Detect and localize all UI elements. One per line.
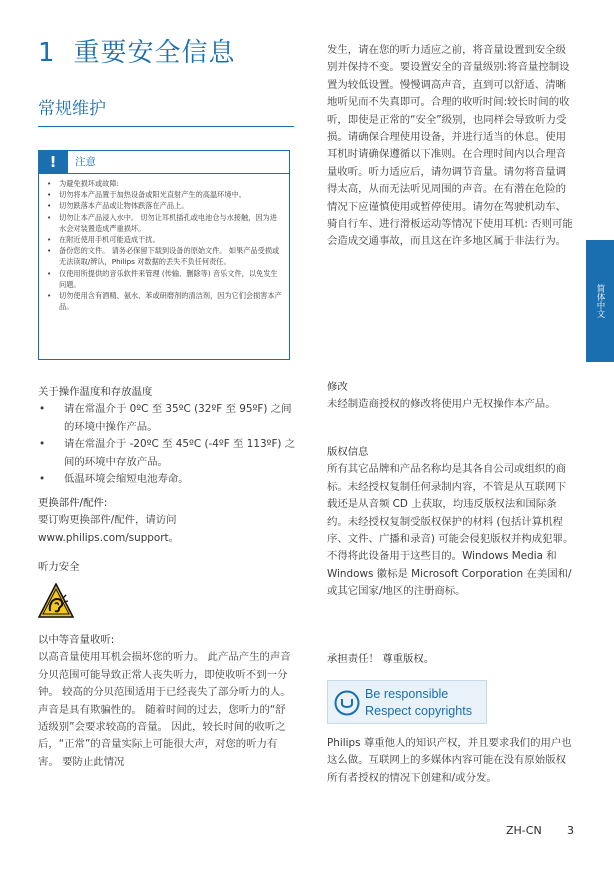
section-title: 常规维护 xyxy=(38,99,106,119)
temperature-section xyxy=(38,384,296,488)
hearing-warning-icon xyxy=(38,583,74,619)
temperature-item: • 请在常温介于 0ºC 至 35ºC (32ºF 至 95ºF) 之间的环境中操作产品。 xyxy=(38,401,296,436)
badge-line2: Respect copyrights xyxy=(365,704,473,718)
chapter-title: 重要安全信息 xyxy=(73,38,236,68)
footer-language: ZH-CN xyxy=(506,824,542,837)
volume-section xyxy=(38,632,296,771)
temperature-item: • 请在常温介于 -20ºC 至 45ºC (-4ºF 至 113ºF) 之间的环境中存放产品。 xyxy=(38,436,296,471)
notice-item: • 为避免损坏或故障: xyxy=(47,178,283,189)
chapter-number: 1 xyxy=(38,38,56,68)
side-tab-label: 简体中文 xyxy=(595,284,605,318)
notice-box xyxy=(38,150,290,360)
respect-logo-icon xyxy=(334,690,360,716)
notice-item: • 备份您的文件。 请务必保留下载到设备的原始文件。 如果产品受损或无法读取/辨认，Philips 对数据的丢失不负任何责任。 xyxy=(47,245,283,267)
responsibility-heading: 承担责任！ 尊重版权。 xyxy=(327,653,435,665)
exclamation-icon: ! xyxy=(38,150,68,174)
badge-line1: Be responsible xyxy=(365,687,449,701)
notice-label: 注意 xyxy=(75,156,96,168)
parts-section xyxy=(38,495,296,547)
modification-heading: 修改 xyxy=(327,381,348,393)
parts-text: 要订购更换部件/配件，请访问 www.philips.com/support。 xyxy=(38,514,179,544)
page-number: 3 xyxy=(567,824,574,837)
notice-item: • 切勿让本产品浸入水中。 切勿让耳机插孔或电池仓与水接触，因为进水会对装置造成严重损坏。 xyxy=(47,212,283,234)
listening-heading: 听力安全 xyxy=(38,561,80,573)
language-side-tab xyxy=(586,240,614,362)
copyright-section xyxy=(327,444,575,601)
notice-item: • 在附近使用手机可能造成干扰。 xyxy=(47,234,283,245)
temperature-item: • 低温环境会缩短电池寿命。 xyxy=(38,471,296,488)
listening-section xyxy=(38,559,296,576)
philips-section xyxy=(327,735,575,787)
notice-item: • 切勿将本产品置于加热设备或阳光直射产生的高温环境中。 xyxy=(47,189,283,200)
philips-text: Philips 尊重他人的知识产权，并且要求我们的用户也这么做。互联网上的多媒体内容可能在没有原始版权所有者授权的情况下创建和/或分发。 xyxy=(327,737,572,784)
responsibility-section xyxy=(327,651,575,668)
listening-continued xyxy=(327,42,575,251)
temperature-list xyxy=(38,401,296,488)
listening-continued-text: 发生，请在您的听力适应之前，将音量设置到安全级别并保持不变。要设置安全的音量级别:将音量控制设置为较低设置。慢慢调高声音，直到可以舒适、清晰地听见而不失真即可。合理的收听时间:较长时间的收听，即使是正常的“安全”级别，也同样会导致听力受损。请确保合理使用设备，并进行适当的休息。使用耳机时请确保遵循以下准则。在合理时间内以合理音量收听。听力适应后，请勿调节音量。请勿将音量调得太高，从而无法听见周围的声音。在有潜在危险的情况下应谨慎使用或暂停使用。请勿在驾驶机动车、骑自行车、进行滑板运动等情况下使用耳机: 否则可能会造成交通事故，而且这在许多地区属于非法行为。 xyxy=(327,44,573,248)
parts-heading: 更换部件/配件: xyxy=(38,497,108,509)
notice-item: • 仅使用所提供的音乐软件来管理 (传输、删除等) 音乐文件，以免发生问题。 xyxy=(47,268,283,290)
volume-text: 以高音量使用耳机会损坏您的听力。 此产品产生的声音分贝范围可能导致正常人丧失听力，即使收听不到一分钟。 较高的分贝范围适用于已经丧失了部分听力的人。声音是具有欺骗性的。 随着时间的过去，您听力的“舒适级别”会要求较高的音量。 因此，较长时间的收听之后，“正常”的音量实际上可能很大声，对您的听力有害。 要防止此情况 xyxy=(38,651,291,768)
modification-section xyxy=(327,379,575,414)
section-divider xyxy=(38,126,294,127)
respect-copyrights-badge xyxy=(327,680,487,724)
notice-list xyxy=(47,178,283,312)
notice-item: • 切勿使用含有酒精、氨水、苯或研磨剂的清洁剂，因为它们会损害本产品。 xyxy=(47,290,283,312)
chapter-heading xyxy=(38,36,298,70)
notice-header xyxy=(39,151,289,174)
copyright-text: 所有其它品牌和产品名称均是其各自公司或组织的商标。未经授权复制任何录制内容，不管是从互联网下载还是从音频 CD 上获取，均违反版权法和国际条约。未经授权复制受版权保护的材料 (包括计算机程序、文件、广播和录音) 可能会侵犯版权并构成犯罪。 不得将此设备用于这些目的。Windows Media 和 Windows 徽标是 Microsoft Corporation 在美国和/或其它国家/地区的注册商标。 xyxy=(327,463,574,598)
copyright-heading: 版权信息 xyxy=(327,446,369,458)
modification-text: 未经制造商授权的修改将使用户无权操作本产品。 xyxy=(327,398,556,411)
temperature-heading: 关于操作温度和存放温度 xyxy=(38,386,153,398)
notice-item: • 切勿跌落本产品或让物体跌落在产品上。 xyxy=(47,200,283,211)
volume-heading: 以中等音量收听: xyxy=(38,634,115,646)
